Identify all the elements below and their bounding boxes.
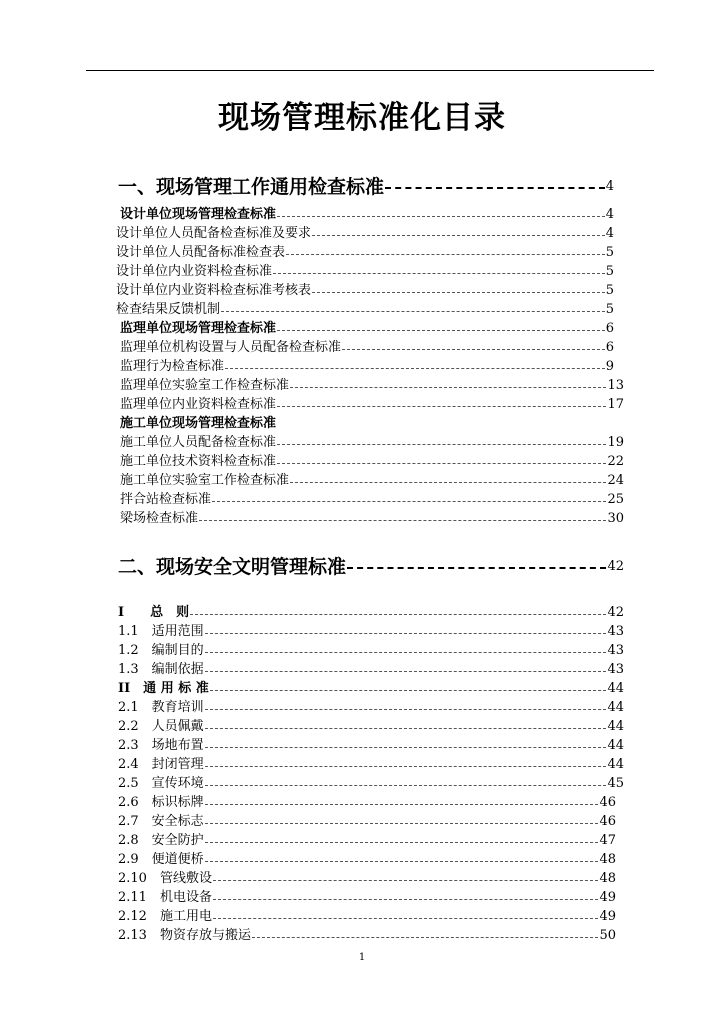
toc-page: 44 bbox=[607, 700, 624, 715]
toc-page: 4 bbox=[605, 226, 614, 241]
toc-page: 22 bbox=[607, 454, 624, 469]
toc-entry[interactable] bbox=[116, 244, 614, 262]
toc-entry[interactable] bbox=[118, 775, 624, 793]
toc-entry[interactable] bbox=[118, 699, 624, 717]
toc-page: 48 bbox=[599, 871, 616, 886]
toc-entry[interactable] bbox=[118, 623, 624, 641]
toc-section-heading[interactable] bbox=[118, 175, 614, 199]
toc-entry[interactable] bbox=[116, 263, 614, 281]
toc-entry[interactable] bbox=[118, 680, 624, 698]
toc-entry[interactable] bbox=[120, 358, 614, 376]
toc-page: 19 bbox=[607, 435, 624, 450]
toc-entry[interactable] bbox=[120, 491, 624, 509]
toc-entry[interactable] bbox=[118, 870, 616, 888]
toc-leader bbox=[213, 880, 599, 881]
toc-leader bbox=[205, 671, 607, 672]
toc-leader bbox=[286, 254, 605, 255]
toc-page: 42 bbox=[607, 605, 624, 620]
toc-leader bbox=[290, 482, 606, 483]
toc-page: 9 bbox=[605, 359, 614, 374]
toc-label: 2.1 教育培训 bbox=[118, 700, 204, 715]
toc-label: 监理单位现场管理检查标准 bbox=[120, 321, 277, 336]
toc-page: 43 bbox=[607, 624, 624, 639]
toc-page: 44 bbox=[607, 719, 624, 734]
toc-leader bbox=[205, 728, 607, 729]
toc-entry[interactable] bbox=[118, 642, 624, 660]
toc-label: 2.5 宣传环境 bbox=[118, 776, 204, 791]
toc-leader bbox=[342, 349, 605, 350]
toc-entry[interactable] bbox=[116, 225, 614, 243]
toc-label: II 通 用 标 准 bbox=[118, 681, 209, 696]
toc-label: 设计单位人员配备检查标准及要求 bbox=[116, 226, 312, 241]
toc-leader bbox=[205, 766, 607, 767]
toc-page: 6 bbox=[605, 321, 614, 336]
toc-entry[interactable] bbox=[118, 661, 624, 679]
toc-page: 46 bbox=[599, 814, 616, 829]
toc-label: 1.2 编制目的 bbox=[118, 643, 204, 658]
toc-label: 二、现场安全文明管理标准 bbox=[118, 556, 347, 578]
toc-label: 一、现场管理工作通用检查标准 bbox=[118, 176, 385, 198]
toc-label: 设计单位人员配备标准检查表 bbox=[116, 245, 286, 260]
toc-entry[interactable] bbox=[118, 851, 616, 869]
toc-page: 50 bbox=[599, 928, 616, 943]
toc-entry[interactable] bbox=[120, 339, 614, 357]
toc-page: 48 bbox=[599, 852, 616, 867]
toc-label: 监理单位实验室工作检查标准 bbox=[120, 378, 290, 393]
toc-page: 5 bbox=[605, 283, 614, 298]
toc-leader bbox=[205, 804, 599, 805]
toc-entry[interactable] bbox=[118, 794, 616, 812]
page-number: 1 bbox=[358, 952, 366, 963]
toc-entry[interactable] bbox=[118, 832, 616, 850]
toc-label: 2.12 施工用电 bbox=[118, 909, 212, 924]
toc-entry[interactable] bbox=[120, 396, 624, 414]
toc-page: 24 bbox=[607, 473, 624, 488]
toc-label: 监理行为检查标准 bbox=[120, 359, 225, 374]
toc-page: 44 bbox=[607, 738, 624, 753]
toc-label: 设计单位现场管理检查标准 bbox=[120, 207, 277, 222]
toc-page: 5 bbox=[605, 302, 614, 317]
document-title: 现场管理标准化目录 bbox=[218, 100, 506, 136]
toc-leader bbox=[277, 330, 605, 331]
toc-leader bbox=[213, 918, 599, 919]
toc-label: 检查结果反馈机制 bbox=[116, 302, 221, 317]
toc-entry[interactable] bbox=[118, 813, 616, 831]
toc-leader bbox=[277, 463, 606, 464]
toc-leader bbox=[205, 785, 607, 786]
toc-leader bbox=[312, 292, 605, 293]
toc-leader bbox=[225, 368, 605, 369]
toc-page: 45 bbox=[607, 776, 624, 791]
toc-label: 2.10 管线敷设 bbox=[118, 871, 212, 886]
toc-page: 44 bbox=[607, 681, 624, 696]
toc-leader bbox=[213, 899, 599, 900]
toc-page: 49 bbox=[599, 890, 616, 905]
toc-leader bbox=[210, 690, 607, 691]
toc-entry[interactable] bbox=[118, 927, 616, 945]
toc-entry[interactable] bbox=[118, 908, 616, 926]
toc-label: 1.3 编制依据 bbox=[118, 662, 204, 677]
toc-label: 2.6 标识标牌 bbox=[118, 795, 204, 810]
toc-label: 2.8 安全防护 bbox=[118, 833, 204, 848]
toc-leader bbox=[205, 652, 607, 653]
toc-entry[interactable] bbox=[118, 737, 624, 755]
toc-entry[interactable] bbox=[118, 756, 624, 774]
toc-label: 2.4 封闭管理 bbox=[118, 757, 204, 772]
toc-entry[interactable] bbox=[120, 510, 624, 528]
toc-page: 42 bbox=[607, 559, 624, 574]
toc-leader bbox=[205, 747, 607, 748]
toc-page: 25 bbox=[607, 492, 624, 507]
toc-leader bbox=[290, 387, 606, 388]
toc-page: 5 bbox=[605, 264, 614, 279]
toc-page: 43 bbox=[607, 662, 624, 677]
toc-page: 49 bbox=[599, 909, 616, 924]
toc-leader bbox=[347, 567, 606, 569]
toc-label: 设计单位内业资料检查标准 bbox=[116, 264, 273, 279]
toc-leader bbox=[385, 187, 605, 189]
toc-page: 30 bbox=[607, 511, 624, 526]
toc-label: 2.2 人员佩戴 bbox=[118, 719, 204, 734]
toc-leader bbox=[221, 311, 605, 312]
toc-leader bbox=[212, 501, 606, 502]
toc-label: 施工单位实验室工作检查标准 bbox=[120, 473, 290, 488]
toc-page: 6 bbox=[605, 340, 614, 355]
toc-page: 17 bbox=[607, 397, 624, 412]
toc-leader bbox=[199, 520, 606, 521]
toc-entry[interactable] bbox=[118, 718, 624, 736]
toc-leader bbox=[205, 633, 607, 634]
toc-leader bbox=[273, 273, 605, 274]
toc-entry[interactable] bbox=[120, 472, 624, 490]
toc-leader bbox=[205, 861, 599, 862]
toc-label: 2.11 机电设备 bbox=[118, 890, 212, 905]
toc-entry[interactable] bbox=[120, 377, 624, 395]
toc-label: 1.1 适用范围 bbox=[118, 624, 204, 639]
toc-label: 拌合站检查标准 bbox=[120, 492, 212, 507]
toc-leader bbox=[312, 235, 605, 236]
toc-label: 2.13 物资存放与搬运 bbox=[118, 928, 251, 943]
toc-label: 2.3 场地布置 bbox=[118, 738, 204, 753]
toc-label: I 总 则 bbox=[118, 605, 190, 620]
toc-leader bbox=[277, 216, 605, 217]
toc-leader bbox=[190, 614, 606, 615]
toc-page: 43 bbox=[607, 643, 624, 658]
toc-label: 梁场检查标准 bbox=[120, 511, 199, 526]
toc-page: 47 bbox=[599, 833, 616, 848]
toc-page: 13 bbox=[607, 378, 624, 393]
toc-page: 46 bbox=[599, 795, 616, 810]
toc-leader bbox=[252, 937, 599, 938]
toc-label: 2.9 便道便桥 bbox=[118, 852, 204, 867]
toc-entry[interactable] bbox=[116, 282, 614, 300]
toc-label: 设计单位内业资料检查标准考核表 bbox=[116, 283, 312, 298]
toc-leader bbox=[277, 444, 606, 445]
toc-label: 监理单位机构设置与人员配备检查标准 bbox=[120, 340, 342, 355]
toc-entry[interactable] bbox=[116, 301, 614, 319]
toc-page: 4 bbox=[605, 179, 614, 194]
toc-entry[interactable] bbox=[118, 604, 624, 622]
toc-label: 2.7 安全标志 bbox=[118, 814, 204, 829]
toc-leader bbox=[205, 823, 599, 824]
toc-entry[interactable] bbox=[120, 320, 614, 338]
toc-entry[interactable] bbox=[120, 453, 624, 471]
toc-page: 44 bbox=[607, 757, 624, 772]
toc-entry[interactable] bbox=[118, 889, 616, 907]
toc-subsection-heading[interactable] bbox=[120, 415, 614, 433]
toc-entry[interactable] bbox=[120, 434, 624, 452]
toc-leader bbox=[205, 709, 607, 710]
toc-leader bbox=[277, 406, 606, 407]
toc-entry[interactable] bbox=[120, 206, 614, 224]
toc-leader bbox=[205, 842, 599, 843]
toc-label: 监理单位内业资料检查标准 bbox=[120, 397, 277, 412]
toc-section-heading[interactable] bbox=[118, 555, 624, 579]
toc-page: 5 bbox=[605, 245, 614, 260]
toc-page: 4 bbox=[605, 207, 614, 222]
toc-label: 施工单位技术资料检查标准 bbox=[120, 454, 277, 469]
toc-label: 施工单位现场管理检查标准 bbox=[120, 416, 277, 431]
toc-label: 施工单位人员配备检查标准 bbox=[120, 435, 277, 450]
